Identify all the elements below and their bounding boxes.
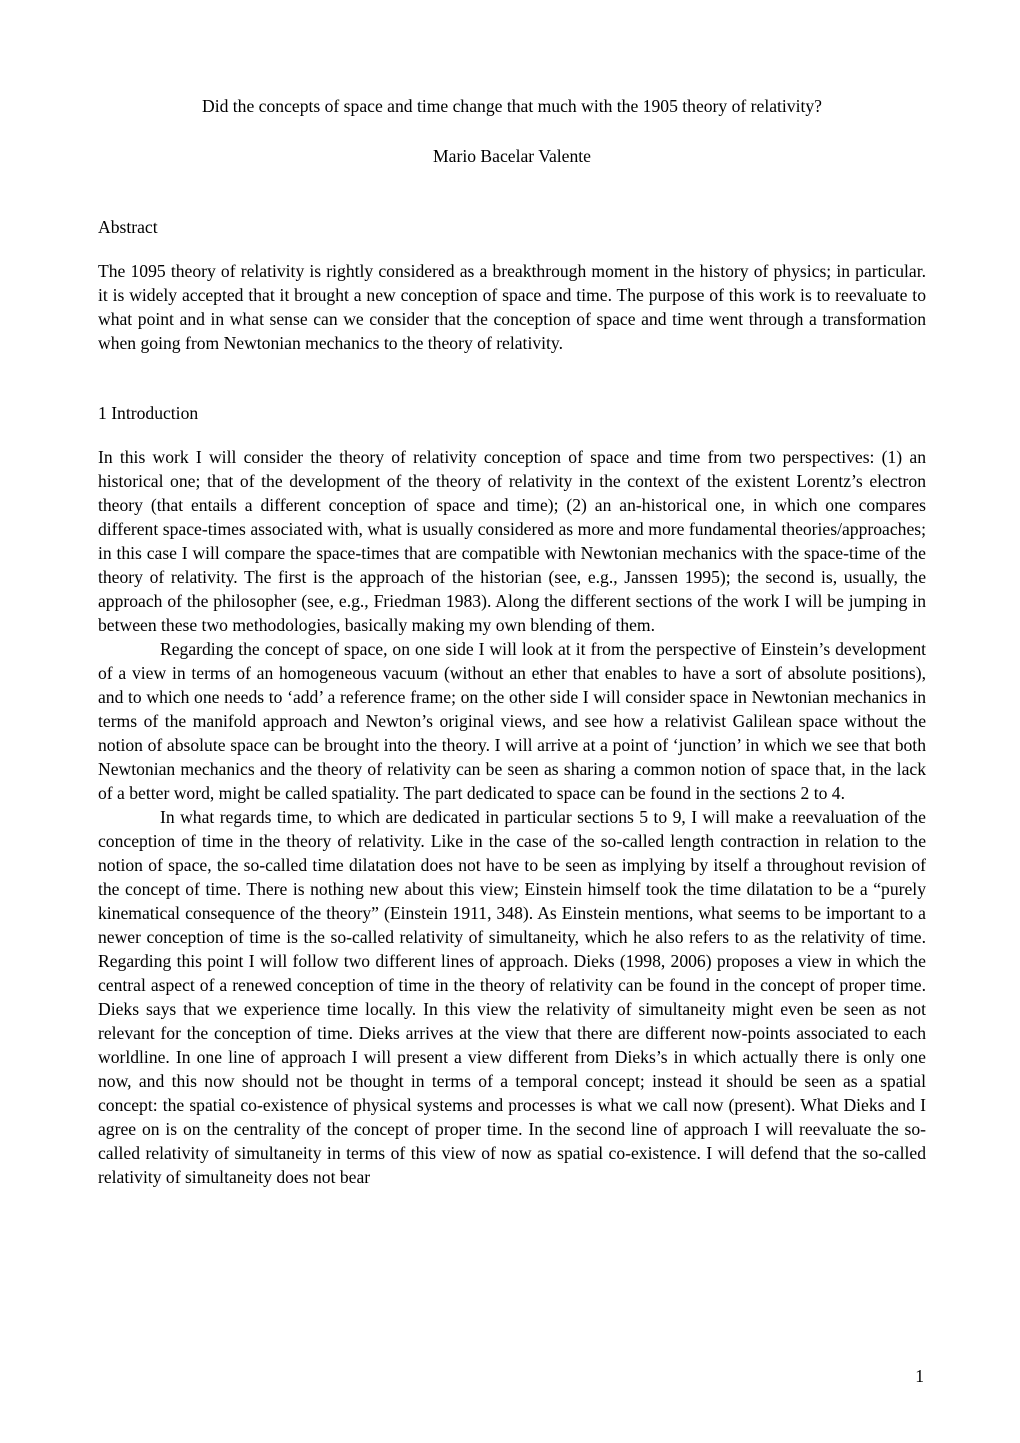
abstract-text: The 1095 theory of relativity is rightly considered as a breakthrough moment in the history of physics; in particular. it is widely accepted that it brought a new conception of space and time. The purpose of this work is to reevaluate to what point and in what sense can we consider that the conception of space and time went through a transformation when going from Newtonian mechanics to the theory of relativity. [98,261,926,353]
abstract-heading: Abstract [98,217,158,237]
paper-title: Did the concepts of space and time change that much with the 1905 theory of relativity? [202,96,822,116]
paragraph-intro-3: In what regards time, to which are dedicated in particular sections 5 to 9, I will make a reevaluation of the conception of time in the theory of relativity. Like in the case of the so-called length contraction in relation to the notion of space, the so-called time dilatation does not have to be seen as implying by itself a throughout revision of the concept of time. There is nothing new about this view; Einstein himself took the time dilatation to be a “purely kinematical consequence of the theory” (Einstein 1911, 348). As Einstein mentions, what seems to be important to a newer conception of time is the so-called relativity of simultaneity, which he also refers to as the relativity of time. Regarding this point I will follow two different lines of approach. Dieks (1998, 2006) proposes a view in which the central aspect of a renewed conception of time in the theory of relativity can be found in the concept of proper time. Dieks says that we experience time locally. In this view the relativity of simultaneity might even be seen as not relevant for the conception of time. Dieks arrives at the view that there are different now-points associated to each worldline. In one line of approach I will present a view different from Dieks’s in which actually there is only one now, and this now should not be thought in terms of a temporal concept; instead it should be seen as a spatial concept: the spatial co-existence of physical systems and processes is what we call now (present). What Dieks and I agree on is on the centrality of the concept of proper time. In the second line of approach I will reevaluate the so-called relativity of simultaneity in terms of this view of now as spatial co-existence. I will defend that the so-called relativity of simultaneity does not bear [98,807,926,1187]
paragraph-intro-1: In this work I will consider the theory of relativity conception of space and time from two perspectives: (1) an historical one; that of the development of the theory of relativity in the context of the existent Lorentz’s electron theory (that entails a different conception of space and time); (2) an an-historical one, in which one compares different space-times associated with, what is usually considered as more and more fundamental theories/approaches; in this case I will compare the space-times that are compatible with Newtonian mechanics with the space-time of the theory of relativity. The first is the approach of the historian (see, e.g., Janssen 1995); the second is, usually, the approach of the philosopher (see, e.g., Friedman 1983). Along the different sections of the work I will be jumping in between these two methodologies, basically making my own blending of them. [98,447,926,635]
section-heading-introduction: 1 Introduction [98,403,199,423]
paper-author: Mario Bacelar Valente [433,146,591,166]
page-number: 1 [915,1366,924,1386]
paragraph-intro-2: Regarding the concept of space, on one side I will look at it from the perspective of Einstein’s development of a view in terms of an homogeneous vacuum (without an ether that enables to have a sort of absolute positions), and to which one needs to ‘add’ a reference frame; on the other side I will consider space in Newtonian mechanics in terms of the manifold approach and Newton’s original views, and see how a relativist Galilean space without the notion of absolute space can be brought into the theory. I will arrive at a point of ‘junction’ in which we see that both Newtonian mechanics and the theory of relativity can be seen as sharing a common notion of space that, in the lack of a better word, might be called spatiality. The part dedicated to space can be found in the sections 2 to 4. [98,639,926,803]
